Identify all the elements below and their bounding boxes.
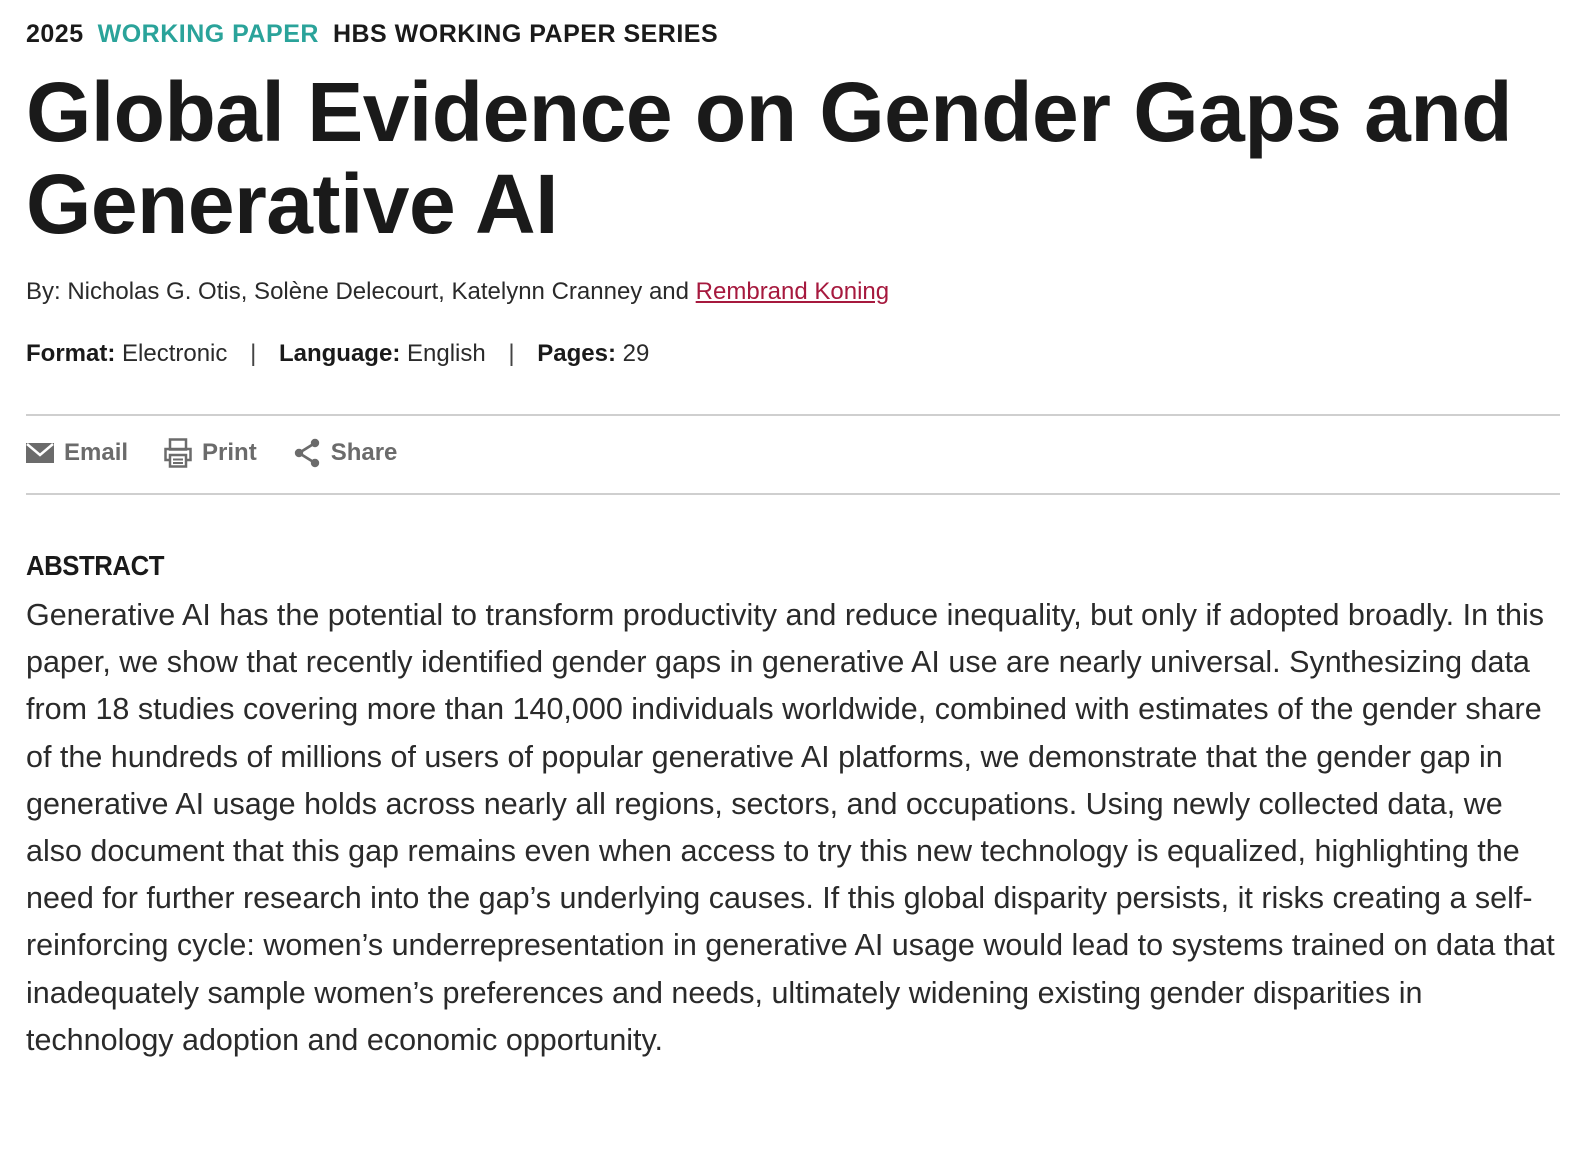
abstract-heading: ABSTRACT <box>26 550 164 581</box>
pages-label: Pages: <box>537 340 616 367</box>
format-value: Electronic <box>122 340 228 367</box>
publication-series: HBS WORKING PAPER SERIES <box>332 20 719 48</box>
byline <box>26 278 889 306</box>
publication-type: WORKING PAPER <box>97 20 319 48</box>
page-title: Global Evidence on Gender Gaps and Generative AI <box>26 65 1513 251</box>
meta-separator: | <box>250 340 257 367</box>
email-button[interactable] <box>26 439 128 467</box>
publication-meta <box>26 340 649 368</box>
language-label: Language: <box>278 340 401 367</box>
email-label: Email <box>64 439 129 466</box>
pages-value: 29 <box>622 340 650 367</box>
language-value: English <box>406 340 486 367</box>
publication-year: 2025 <box>26 20 84 48</box>
share-button[interactable] <box>293 438 398 468</box>
share-toolbar <box>26 438 433 468</box>
print-button[interactable] <box>164 438 257 468</box>
author-link-rembrand-koning[interactable]: Rembrand Koning <box>695 278 890 305</box>
meta-separator: | <box>508 340 515 367</box>
print-label: Print <box>202 439 257 466</box>
publication-kicker <box>26 20 718 49</box>
abstract-text: Generative AI has the potential to transform productivity and reduce inequality, but only if adopted broadly. In this paper, we show that recently identified gender gaps in generative AI use are nearly universal. Synthesizing data from 18 studies covering more than 140,000 individuals worldwide, combined with estimates of the gender share of the hundreds of millions of users of popular generative AI platforms, we demonstrate that the gender gap in generative AI usage holds across nearly all regions, sectors, and occupations. Using newly collected data, we also document that this gap remains even when access to try this new technology is equalized, highlighting the need for further research into the gap’s underlying causes. If this global disparity persists, it risks creating a self-reinforcing cycle: women’s underrepresentation in generative AI usage would lead to systems trained on data that inadequately sample women’s preferences and needs, ultimately widening existing gender disparities in technology adoption and economic opportunity. <box>26 598 1555 1057</box>
byline-authors: By: Nicholas G. Otis, Solène Delecourt, Katelynn Cranney and <box>26 278 696 305</box>
divider <box>26 414 1560 416</box>
share-icon <box>293 438 321 468</box>
divider <box>26 493 1560 495</box>
format-label: Format: <box>26 340 116 367</box>
share-label: Share <box>330 439 398 466</box>
printer-icon <box>164 438 192 468</box>
envelope-icon <box>26 442 54 464</box>
